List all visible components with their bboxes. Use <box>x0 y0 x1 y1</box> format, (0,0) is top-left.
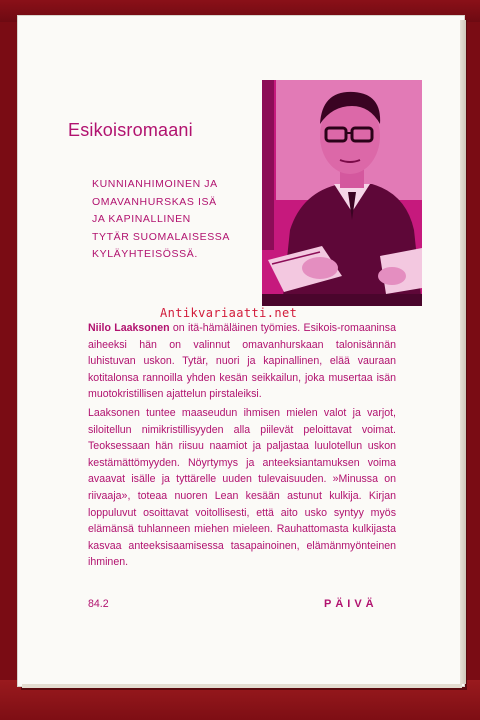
book-page-edge <box>460 20 466 684</box>
paragraph-text: on itä-hämäläinen työmies. Esikois-romaaninsa aiheeksi hän on valinnut omavanhurskaan talonisännän luhistuvan uskon. Tytär, nuori ja kapinallinen, elää vauraan kotitalonsa rannoilla yhden kesän seikkailun, joka musertaa isän muotokristillisen ajattelun pirstaleiksi. <box>88 322 396 401</box>
tagline-line: OMAVANHURSKAS ISÄ <box>92 195 217 208</box>
tagline-line: KUNNIANHIMOINEN JA <box>92 178 218 190</box>
description <box>88 320 396 571</box>
author-portrait-illustration <box>262 80 422 306</box>
author-photo <box>262 80 422 306</box>
tagline <box>92 176 262 264</box>
description-paragraph <box>88 320 396 403</box>
book-bottom-edge <box>22 684 462 688</box>
tagline-line: JA KAPINALLINEN <box>92 213 191 225</box>
tagline-line: TYTÄR SUOMALAISESSA <box>92 230 231 243</box>
publisher-name: PÄIVÄ <box>324 598 378 610</box>
book-title: Esikoisromaani <box>68 120 193 140</box>
classification-code: 84.2 <box>88 598 109 610</box>
watermark-text: Antikvariaatti.net <box>160 306 298 320</box>
tagline-line: KYLÄYHTEISÖSSÄ. <box>92 248 198 260</box>
description-paragraph: Laaksonen tuntee maaseudun ihmisen mielen valot ja varjot, siloitellun nimikristillisyyden alla piilevät peloittavat voimat. Teoksessaan hän riisuu naamiot ja paljastaa luulotellun uskon kestämättömyyden. Nöyrtymys ja anteeksiantamuksen voima avaavat isälle ja tyttärelle uuden tulevaisuuden. »Minussa on riivaaja», toteaa nuoren Lean kesään astunut kulkija. Kirjan loppuluvut osoittavat voitollisesti, että aito usko syntyy myös elämänsä tuhlanneen miehen mieleen. Rauhattomasta kulkijasta kasvaa anteeksisaamisessa tasapainoinen, elämänmyönteinen ihminen. <box>88 406 396 569</box>
author-name: Niilo Laaksonen <box>88 322 170 334</box>
